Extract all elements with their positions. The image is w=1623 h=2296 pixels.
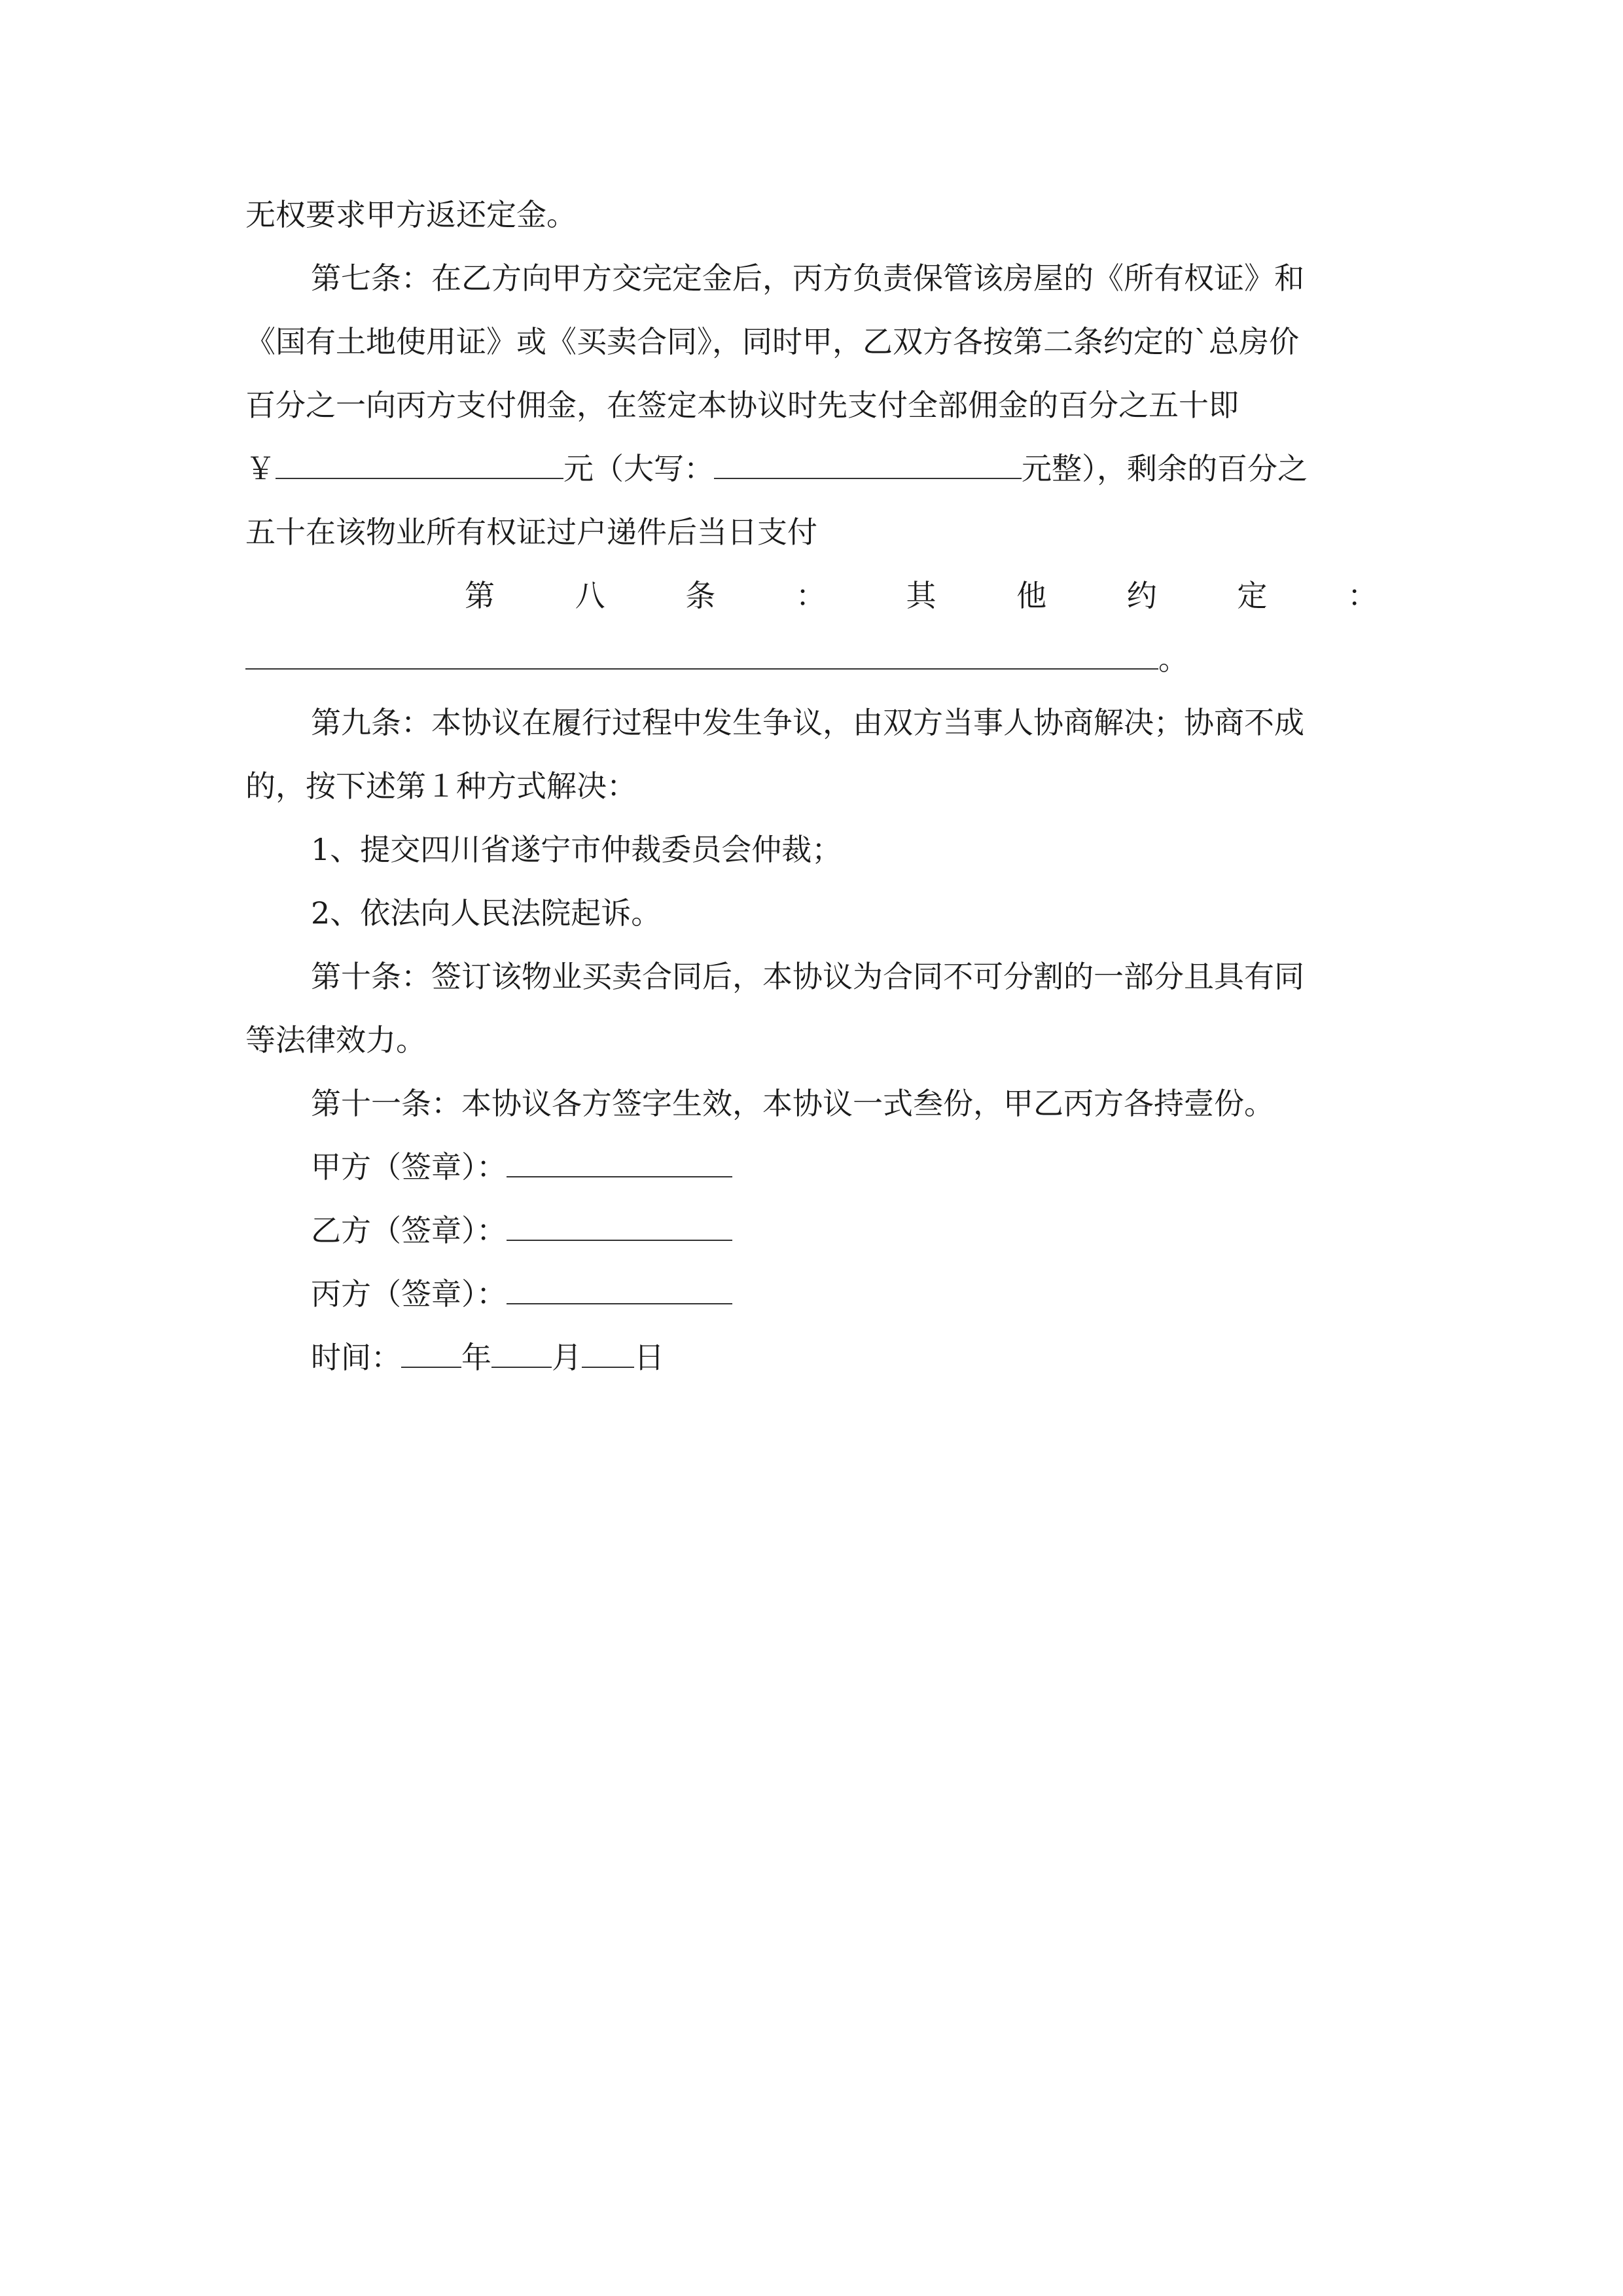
article-7-line: 第七条：在乙方向甲方交完定金后，丙方负责保管该房屋的《所有权证》和 (311, 260, 1304, 296)
signature-label: 甲方（签章）： (311, 1149, 507, 1185)
signature-label: 丙方（签章）： (311, 1276, 507, 1312)
signature-blank (507, 1215, 732, 1241)
article-9-line: 的，按下述第１种方式解决： (245, 768, 637, 804)
article-8-char: 八 (575, 578, 605, 613)
day-blank (582, 1342, 634, 1368)
year-blank (401, 1342, 461, 1368)
article-7-line: 《国有土地使用证》或《买卖合同》，同时甲，乙双方各按第二条约定的`总房价 (245, 324, 1299, 359)
article-10-line: 等法律效力。 (245, 1022, 426, 1058)
article-8-char: ： (1347, 578, 1378, 613)
other-terms-blank (245, 643, 1158, 670)
article-8-char: 约 (1126, 578, 1157, 613)
article-9-option: 2、依法向人民法院起诉。 (311, 895, 662, 931)
article-9-line: 第九条：本协议在履行过程中发生争议，由双方当事人协商解决；协商不成 (311, 705, 1304, 740)
article-8-char: 他 (1016, 578, 1047, 613)
paragraph-line: 无权要求甲方返还定金。 (245, 197, 577, 232)
amount-uppercase-label: 元（大写： (563, 451, 714, 486)
signature-label: 乙方（签章）： (311, 1213, 507, 1248)
article-8-char: ： (795, 578, 826, 613)
signature-blank (507, 1151, 732, 1177)
article-8-heading (465, 576, 1378, 615)
article-8-char: 第 (465, 578, 495, 613)
amount-line-suffix: 元整），剩余的百分之 (1022, 451, 1308, 486)
article-9-option: 1、提交四川省遂宁市仲裁委员会仲裁； (311, 832, 842, 867)
currency-symbol: ￥ (245, 451, 276, 486)
article-8-char: 定 (1237, 578, 1268, 613)
article-8-blank-line (245, 639, 1188, 679)
article-7-line: 五十在该物业所有权证过户递件后当日支付 (245, 514, 817, 550)
year-label: 年 (461, 1340, 491, 1375)
day-label: 日 (634, 1340, 664, 1375)
article-8-end: 。 (1158, 641, 1188, 677)
amount-uppercase-blank (714, 453, 1022, 479)
article-8-char: 条 (685, 578, 716, 613)
date-label: 时间： (311, 1340, 401, 1375)
article-11-line: 第十一条：本协议各方签字生效，本协议一式叁份，甲乙丙方各持壹份。 (311, 1086, 1274, 1121)
amount-blank (276, 453, 563, 479)
month-blank (491, 1342, 552, 1368)
signature-date (311, 1338, 664, 1377)
article-7-line: 百分之一向丙方支付佣金，在签定本协议时先支付全部佣金的百分之五十即 (245, 387, 1239, 423)
article-8-char: 其 (906, 578, 936, 613)
article-7-amount-line (245, 449, 1308, 488)
article-10-line: 第十条：签订该物业买卖合同后，本协议为合同不可分割的一部分且具有同 (311, 959, 1304, 994)
signature-party-c (311, 1274, 732, 1314)
signature-blank (507, 1278, 732, 1304)
signature-party-b (311, 1211, 732, 1250)
signature-party-a (311, 1147, 732, 1187)
month-label: 月 (552, 1340, 582, 1375)
